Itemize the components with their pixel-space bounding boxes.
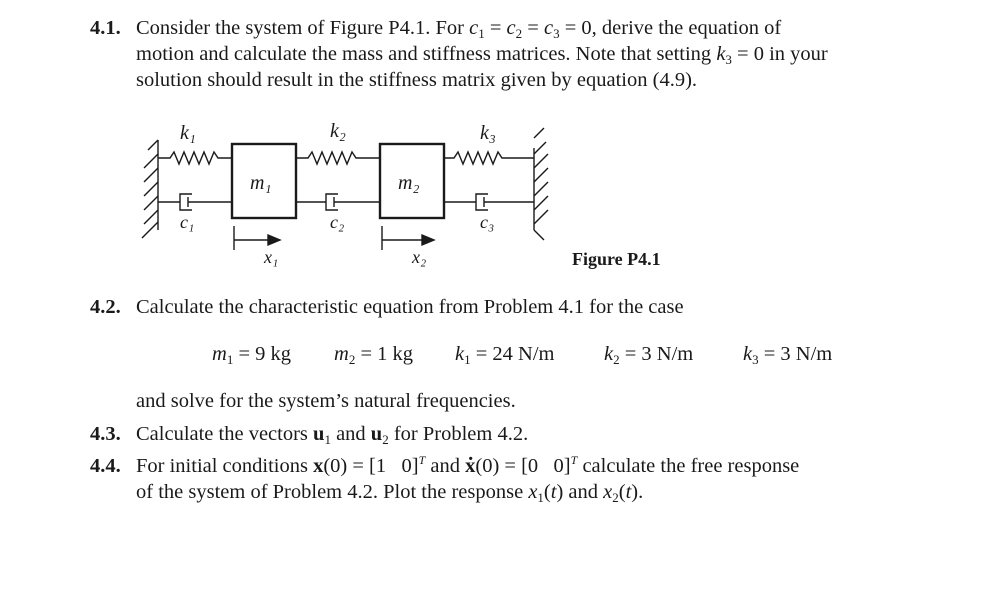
label-m1: m₁: [250, 172, 272, 194]
problem-4-2-intro: Calculate the characteristic equation from Problem 4.1 for the case: [136, 296, 684, 318]
param-k2: $k_2 = 3$ N/m: [604, 343, 694, 367]
right-wall: [534, 128, 548, 240]
label-c3: c₃: [480, 212, 495, 232]
spring-k3: [444, 152, 534, 164]
problem-number-4-3: 4.3.: [90, 423, 121, 445]
label-c2: c₂: [330, 212, 345, 232]
problem-4-3-line-1: Calculate the vectors $u_1$ and $u_2$ for Problem 4.2.: [136, 423, 529, 447]
problem-4-1-line-2: motion and calculate the mass and stiffness matrices. Note that setting $k_3 = 0$ in your: [136, 43, 828, 67]
spring-k1: [158, 152, 232, 164]
label-k3: k₃: [480, 122, 496, 144]
spring-k2: [296, 152, 380, 164]
label-m2: m₂: [398, 172, 420, 194]
param-m1: $m_1 = 9$ kg: [212, 343, 291, 367]
problem-4-1-line-1: Consider the system of Figure P4.1. For $c_1 = c_2 = c_3 = 0$, derive the equation of: [136, 17, 782, 41]
left-wall: [142, 140, 158, 238]
label-c1: c₁: [180, 212, 195, 232]
param-k1: $k_1 = 24$ N/m: [455, 343, 555, 367]
damper-c1: [158, 194, 232, 210]
damper-c2: [296, 194, 380, 210]
label-x1: x₁: [264, 247, 279, 267]
label-k1: k₁: [180, 122, 196, 144]
problem-number-4-2: 4.2.: [90, 296, 121, 318]
problem-4-1-line-3: solution should result in the stiffness matrix given by equation (4.9).: [136, 69, 698, 91]
problem-4-4-line-2: of the system of Problem 4.2. Plot the response $x_1(t)$ and $x_2(t)$.: [136, 481, 644, 505]
label-k2: k₂: [330, 120, 346, 142]
label-x2: x₂: [412, 247, 427, 267]
figure-caption: Figure P4.1: [572, 249, 661, 269]
damper-c3: [444, 194, 534, 210]
param-m2: $m_2 = 1$ kg: [334, 343, 413, 367]
param-k3: $k_3 = 3$ N/m: [743, 343, 833, 367]
problem-number-4-1: 4.1.: [90, 17, 121, 39]
problem-4-4-line-1: For initial conditions x(0) = [1 0]$^T$ and x .(0) = [0 0]$^T$ calculate the free response: [136, 453, 799, 479]
problem-4-2-outro: and solve for the system’s natural frequencies.: [136, 390, 516, 412]
problem-number-4-4: 4.4.: [90, 455, 121, 477]
